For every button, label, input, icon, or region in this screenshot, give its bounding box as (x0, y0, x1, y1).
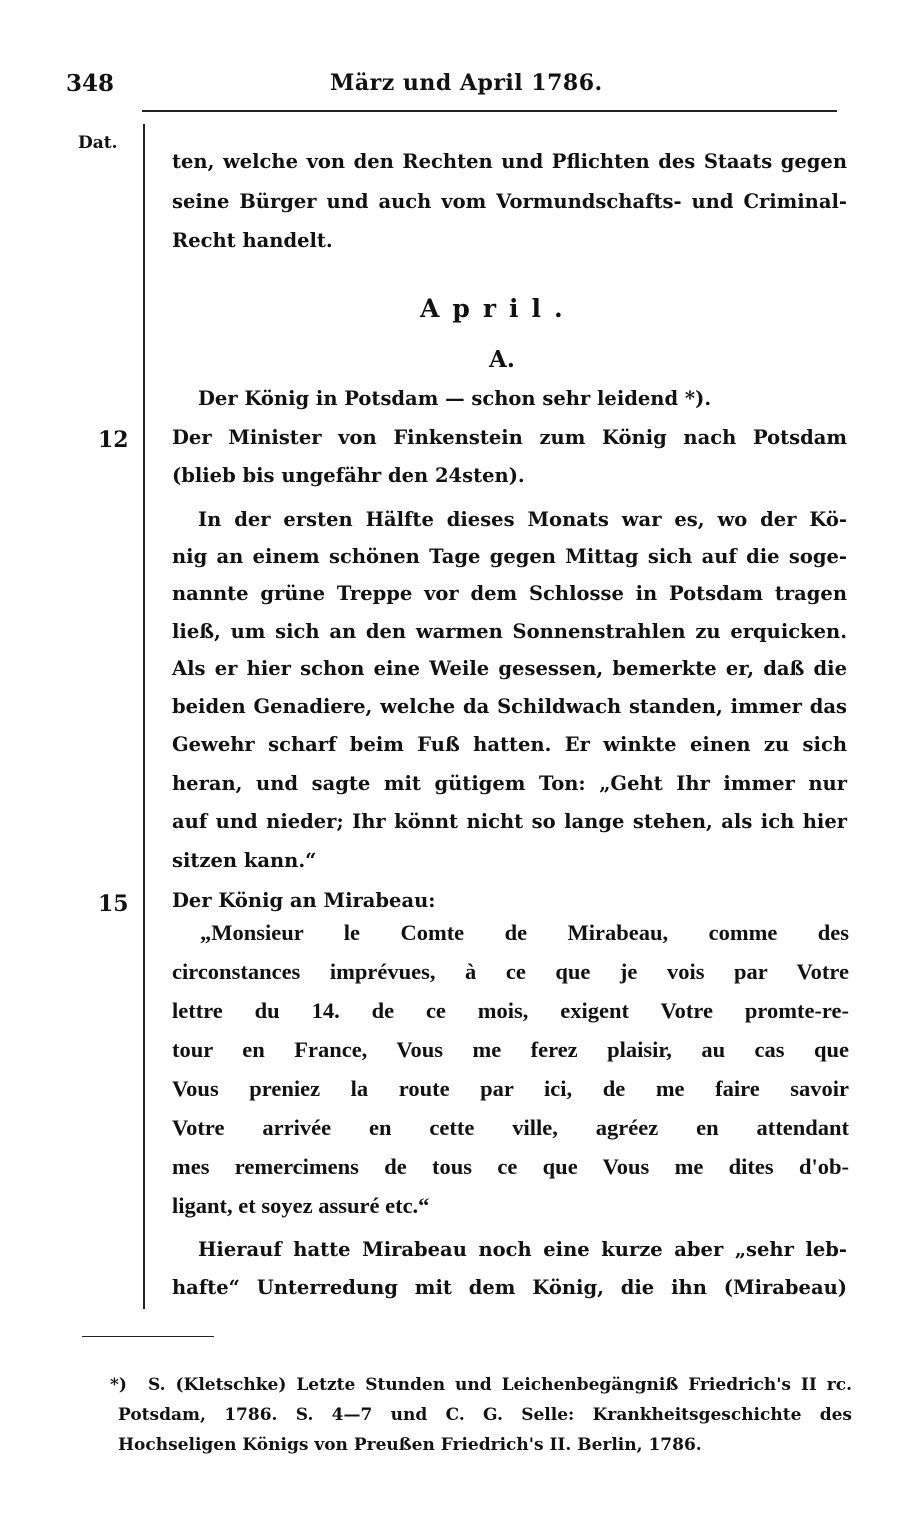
page-number: 348 (66, 70, 115, 97)
entry-line: Hierauf hatte Mirabeau noch eine kurze aber „sehr leb- (198, 1238, 847, 1261)
date-column-rule (143, 124, 145, 1309)
letter-line: circonstances imprévues, à ce que je vois par Votre (172, 959, 849, 984)
letter-line: lettre du 14. de ce mois, exigent Votre promte-re- (172, 998, 849, 1023)
anecdote-line: sitzen kann.“ (172, 849, 317, 872)
entry-line: hafte“ Unterredung mit dem König, die ihn (Mirabeau) (172, 1276, 847, 1299)
entry-intro: Der König an Mirabeau: (172, 889, 436, 912)
letter-line: mes remercimens de tous ce que Vous me dites d'ob- (172, 1154, 849, 1179)
anecdote-line: nig an einem schönen Tage gegen Mittag sich auf die soge- (172, 545, 847, 568)
entry-line: (blieb bis ungefähr den 24sten). (172, 464, 525, 487)
letter-line: Votre arrivée en cette ville, agréez en attendant (172, 1115, 849, 1140)
letter-line: ligant, et soyez assuré etc.“ (172, 1193, 430, 1218)
entry-line: Der Minister von Finkenstein zum König nach Potsdam (172, 426, 847, 449)
anecdote-line: ließ, um sich an den warmen Sonnenstrahlen zu erquicken. (172, 620, 847, 643)
running-head: März und April 1786. (330, 70, 603, 96)
continuation-line: ten, welche von den Rechten und Pflichten des Staats gegen (172, 150, 847, 173)
anecdote-line: Gewehr scharf beim Fuß hatten. Er winkte einen zu sich (172, 733, 847, 756)
continuation-line: Recht handelt. (172, 229, 333, 252)
anecdote-line: beiden Genadiere, welche da Schildwach standen, immer das (172, 695, 847, 718)
header-rule (142, 110, 837, 112)
anecdote-line: Als er hier schon eine Weile gesessen, bemerkte er, daß die (172, 657, 847, 680)
footnote-line: S. (Kletschke) Letzte Stunden und Leichenbegängniß Friedrich's II rc. (148, 1375, 852, 1395)
section-heading: A. (489, 346, 515, 373)
anecdote-line: heran, und sagte mit gütigem Ton: „Geht Ihr immer nur (172, 772, 847, 795)
continuation-line: seine Bürger und auch vom Vormundschafts- und Criminal- (172, 190, 847, 213)
footnote-line: Potsdam, 1786. S. 4—7 und C. G. Selle: Krankheitsgeschichte des (118, 1405, 852, 1425)
letter-line: Vous preniez la route par ici, de me faire savoir (172, 1076, 849, 1101)
footnote-line: Hochseligen Königs von Preußen Friedrich's II. Berlin, 1786. (118, 1435, 702, 1455)
anecdote-line: auf und nieder; Ihr könnt nicht so lange stehen, als ich hier (172, 810, 847, 833)
month-heading: April. (420, 294, 576, 323)
entry-date: 15 (98, 891, 129, 917)
date-column-label: Dat. (78, 133, 118, 153)
anecdote-line: nannte grüne Treppe vor dem Schlosse in Potsdam tragen (172, 582, 847, 605)
letter-line: tour en France, Vous me ferez plaisir, au cas que (172, 1037, 849, 1062)
footnote-mark: *) (110, 1375, 127, 1395)
page-header (0, 70, 900, 110)
letter-line: „Monsieur le Comte de Mirabeau, comme des (200, 920, 849, 945)
entry-intro: Der König in Potsdam — schon sehr leidend *). (198, 387, 712, 410)
footnote-rule (82, 1336, 214, 1337)
anecdote-line: In der ersten Hälfte dieses Monats war es, wo der Kö- (198, 508, 847, 531)
entry-date: 12 (98, 427, 129, 453)
